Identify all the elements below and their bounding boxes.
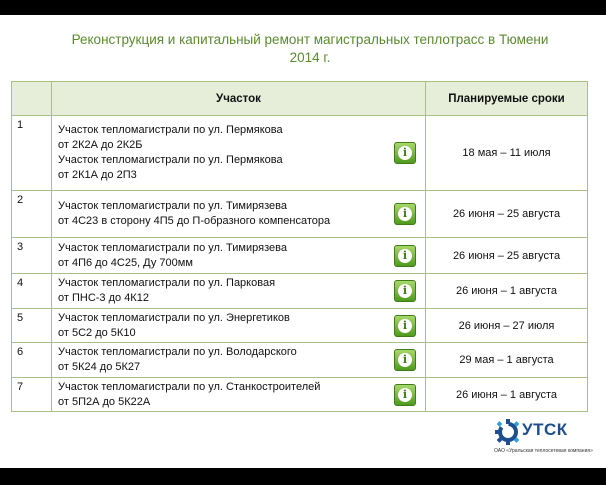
table-row [12, 343, 588, 378]
title-line-2: 2014 г. [289, 50, 331, 65]
info-icon: i [398, 284, 412, 298]
row-number: 4 [12, 274, 52, 309]
section-cell [52, 116, 426, 191]
section-cell [52, 309, 426, 343]
section-cell [52, 378, 426, 412]
utsk-logo [494, 417, 594, 457]
info-icon: i [398, 146, 412, 160]
header-section: Участок [52, 82, 426, 116]
section-cell [52, 191, 426, 238]
title-line-1: Реконструкция и капитальный ремонт магистральных теплотрасс в Тюмени [71, 32, 549, 47]
table-row [12, 274, 588, 309]
header-number [12, 82, 52, 116]
table-row [12, 309, 588, 343]
dates-cell: 18 мая – 11 июля [426, 116, 588, 191]
info-button[interactable] [394, 280, 416, 302]
info-icon: i [398, 249, 412, 263]
table-row [12, 378, 588, 412]
section-line: от 2К2А до 2К2Б [58, 139, 143, 151]
info-button[interactable] [394, 203, 416, 225]
section-line: от 2К1А до 2П3 [58, 169, 137, 181]
dates-cell: 29 мая – 1 августа [426, 343, 588, 378]
dates-cell: 26 июня – 1 августа [426, 378, 588, 412]
dates-cell: 26 июня – 25 августа [426, 191, 588, 238]
info-button[interactable] [394, 245, 416, 267]
section-line: Участок тепломагистрали по ул. Пермякова [58, 154, 283, 166]
section-line: от 5П2А до 5К22А [58, 395, 151, 408]
row-number: 6 [12, 343, 52, 378]
info-button[interactable] [394, 349, 416, 371]
info-icon: i [398, 353, 412, 367]
slide [0, 15, 606, 468]
logo-name: УТСК [522, 420, 568, 439]
slide-title [40, 31, 580, 67]
section-line: Участок тепломагистрали по ул. Володарского [58, 346, 297, 358]
section-line: Участок тепломагистрали по ул. Энергетиков [58, 311, 290, 324]
info-button[interactable] [394, 384, 416, 406]
logo-subtitle: ОАО «Уральская теплосетевая компания» [494, 448, 593, 454]
info-icon: i [398, 388, 412, 402]
gear-icon [494, 418, 522, 446]
row-number: 7 [12, 378, 52, 412]
section-line: Участок тепломагистрали по ул. Пермякова [58, 124, 283, 136]
row-number: 2 [12, 191, 52, 238]
section-line: Участок тепломагистрали по ул. Парковая [58, 277, 276, 289]
section-line: Участок тепломагистрали по ул. Станкостроителей [58, 380, 321, 393]
info-icon: i [398, 207, 412, 221]
section-cell [52, 238, 426, 274]
section-line: от ПНС-3 до 4К12 [58, 292, 149, 304]
repair-schedule-table [11, 81, 588, 412]
info-button[interactable] [394, 315, 416, 337]
row-number: 5 [12, 309, 52, 343]
section-line: от 4С23 в сторону 4П5 до П-образного компенсатора [58, 215, 331, 227]
header-dates: Планируемые сроки [426, 82, 588, 116]
info-button[interactable] [394, 142, 416, 164]
table-header-row [12, 82, 588, 116]
row-number: 3 [12, 238, 52, 274]
info-icon: i [398, 319, 412, 333]
section-line: от 5К24 до 5К27 [58, 361, 141, 373]
table-row [12, 238, 588, 274]
section-cell [52, 343, 426, 378]
dates-cell: 26 июня – 1 августа [426, 274, 588, 309]
section-line: Участок тепломагистрали по ул. Тимирязева [58, 200, 287, 212]
table-row [12, 116, 588, 191]
section-line: от 5С2 до 5К10 [58, 326, 136, 339]
table-row [12, 191, 588, 238]
row-number: 1 [12, 116, 52, 191]
section-line: Участок тепломагистрали по ул. Тимирязева [58, 241, 287, 254]
dates-cell: 26 июня – 27 июля [426, 309, 588, 343]
dates-cell: 26 июня – 25 августа [426, 238, 588, 274]
section-line: от 4П6 до 4С25, Ду 700мм [58, 256, 193, 269]
section-cell [52, 274, 426, 309]
